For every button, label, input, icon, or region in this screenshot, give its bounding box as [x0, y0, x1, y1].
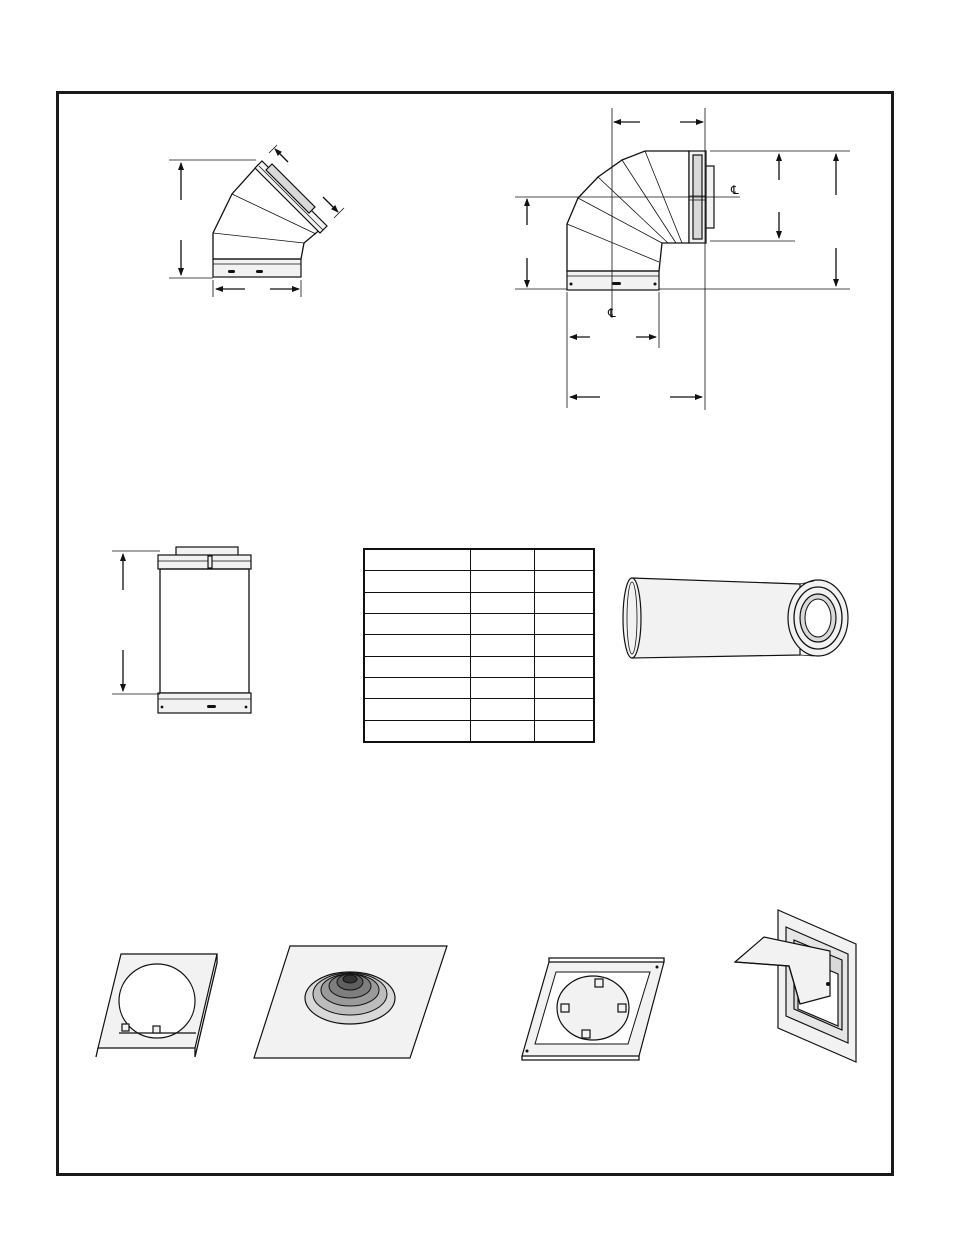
table-row [364, 592, 594, 613]
table-cell [471, 549, 535, 571]
pipe-section-body [160, 569, 249, 693]
table-cell [535, 720, 595, 742]
table-cell [364, 656, 471, 677]
centerline-symbol-vertical: ℄ [608, 306, 616, 320]
table-cell [364, 571, 471, 592]
table-cell [535, 656, 595, 677]
table-row [364, 656, 594, 677]
table-cell [471, 677, 535, 698]
termination-cap-drawing [735, 910, 856, 1062]
table-row [364, 699, 594, 720]
table-cell [364, 549, 471, 571]
table-cell [471, 720, 535, 742]
table-cell [364, 677, 471, 698]
table-cell [471, 592, 535, 613]
table-cell [364, 720, 471, 742]
table-cell [535, 549, 595, 571]
table-cell [535, 699, 595, 720]
table-cell [364, 613, 471, 634]
table-cell [471, 613, 535, 634]
spec-table [363, 548, 595, 743]
table-cell [471, 699, 535, 720]
table-row [364, 571, 594, 592]
table-cell [364, 592, 471, 613]
pipe-section-drawing [112, 547, 251, 713]
roof-flashing-drawing [254, 946, 447, 1058]
elbow-90-collar [567, 271, 659, 290]
telescoping-pipe-drawing [623, 578, 848, 658]
elbow-45-drawing [169, 145, 344, 297]
table-row [364, 677, 594, 698]
telescoping-pipe-body [632, 578, 800, 658]
table-cell [471, 635, 535, 656]
firestop-drawing [522, 958, 664, 1060]
table-cell [364, 699, 471, 720]
table-cell [471, 656, 535, 677]
table-row [364, 720, 594, 742]
wall-shield-drawing [96, 954, 217, 1057]
table-row [364, 549, 594, 571]
elbow-90-drawing [515, 108, 850, 410]
table-cell [535, 592, 595, 613]
table-row [364, 613, 594, 634]
table-row [364, 635, 594, 656]
table-cell [535, 635, 595, 656]
table-cell [535, 571, 595, 592]
elbow-45-collar [213, 259, 301, 277]
table-cell [471, 571, 535, 592]
centerline-symbol-horizontal: ℄ [731, 183, 739, 197]
table-cell [364, 635, 471, 656]
table-cell [535, 677, 595, 698]
table-cell [535, 613, 595, 634]
